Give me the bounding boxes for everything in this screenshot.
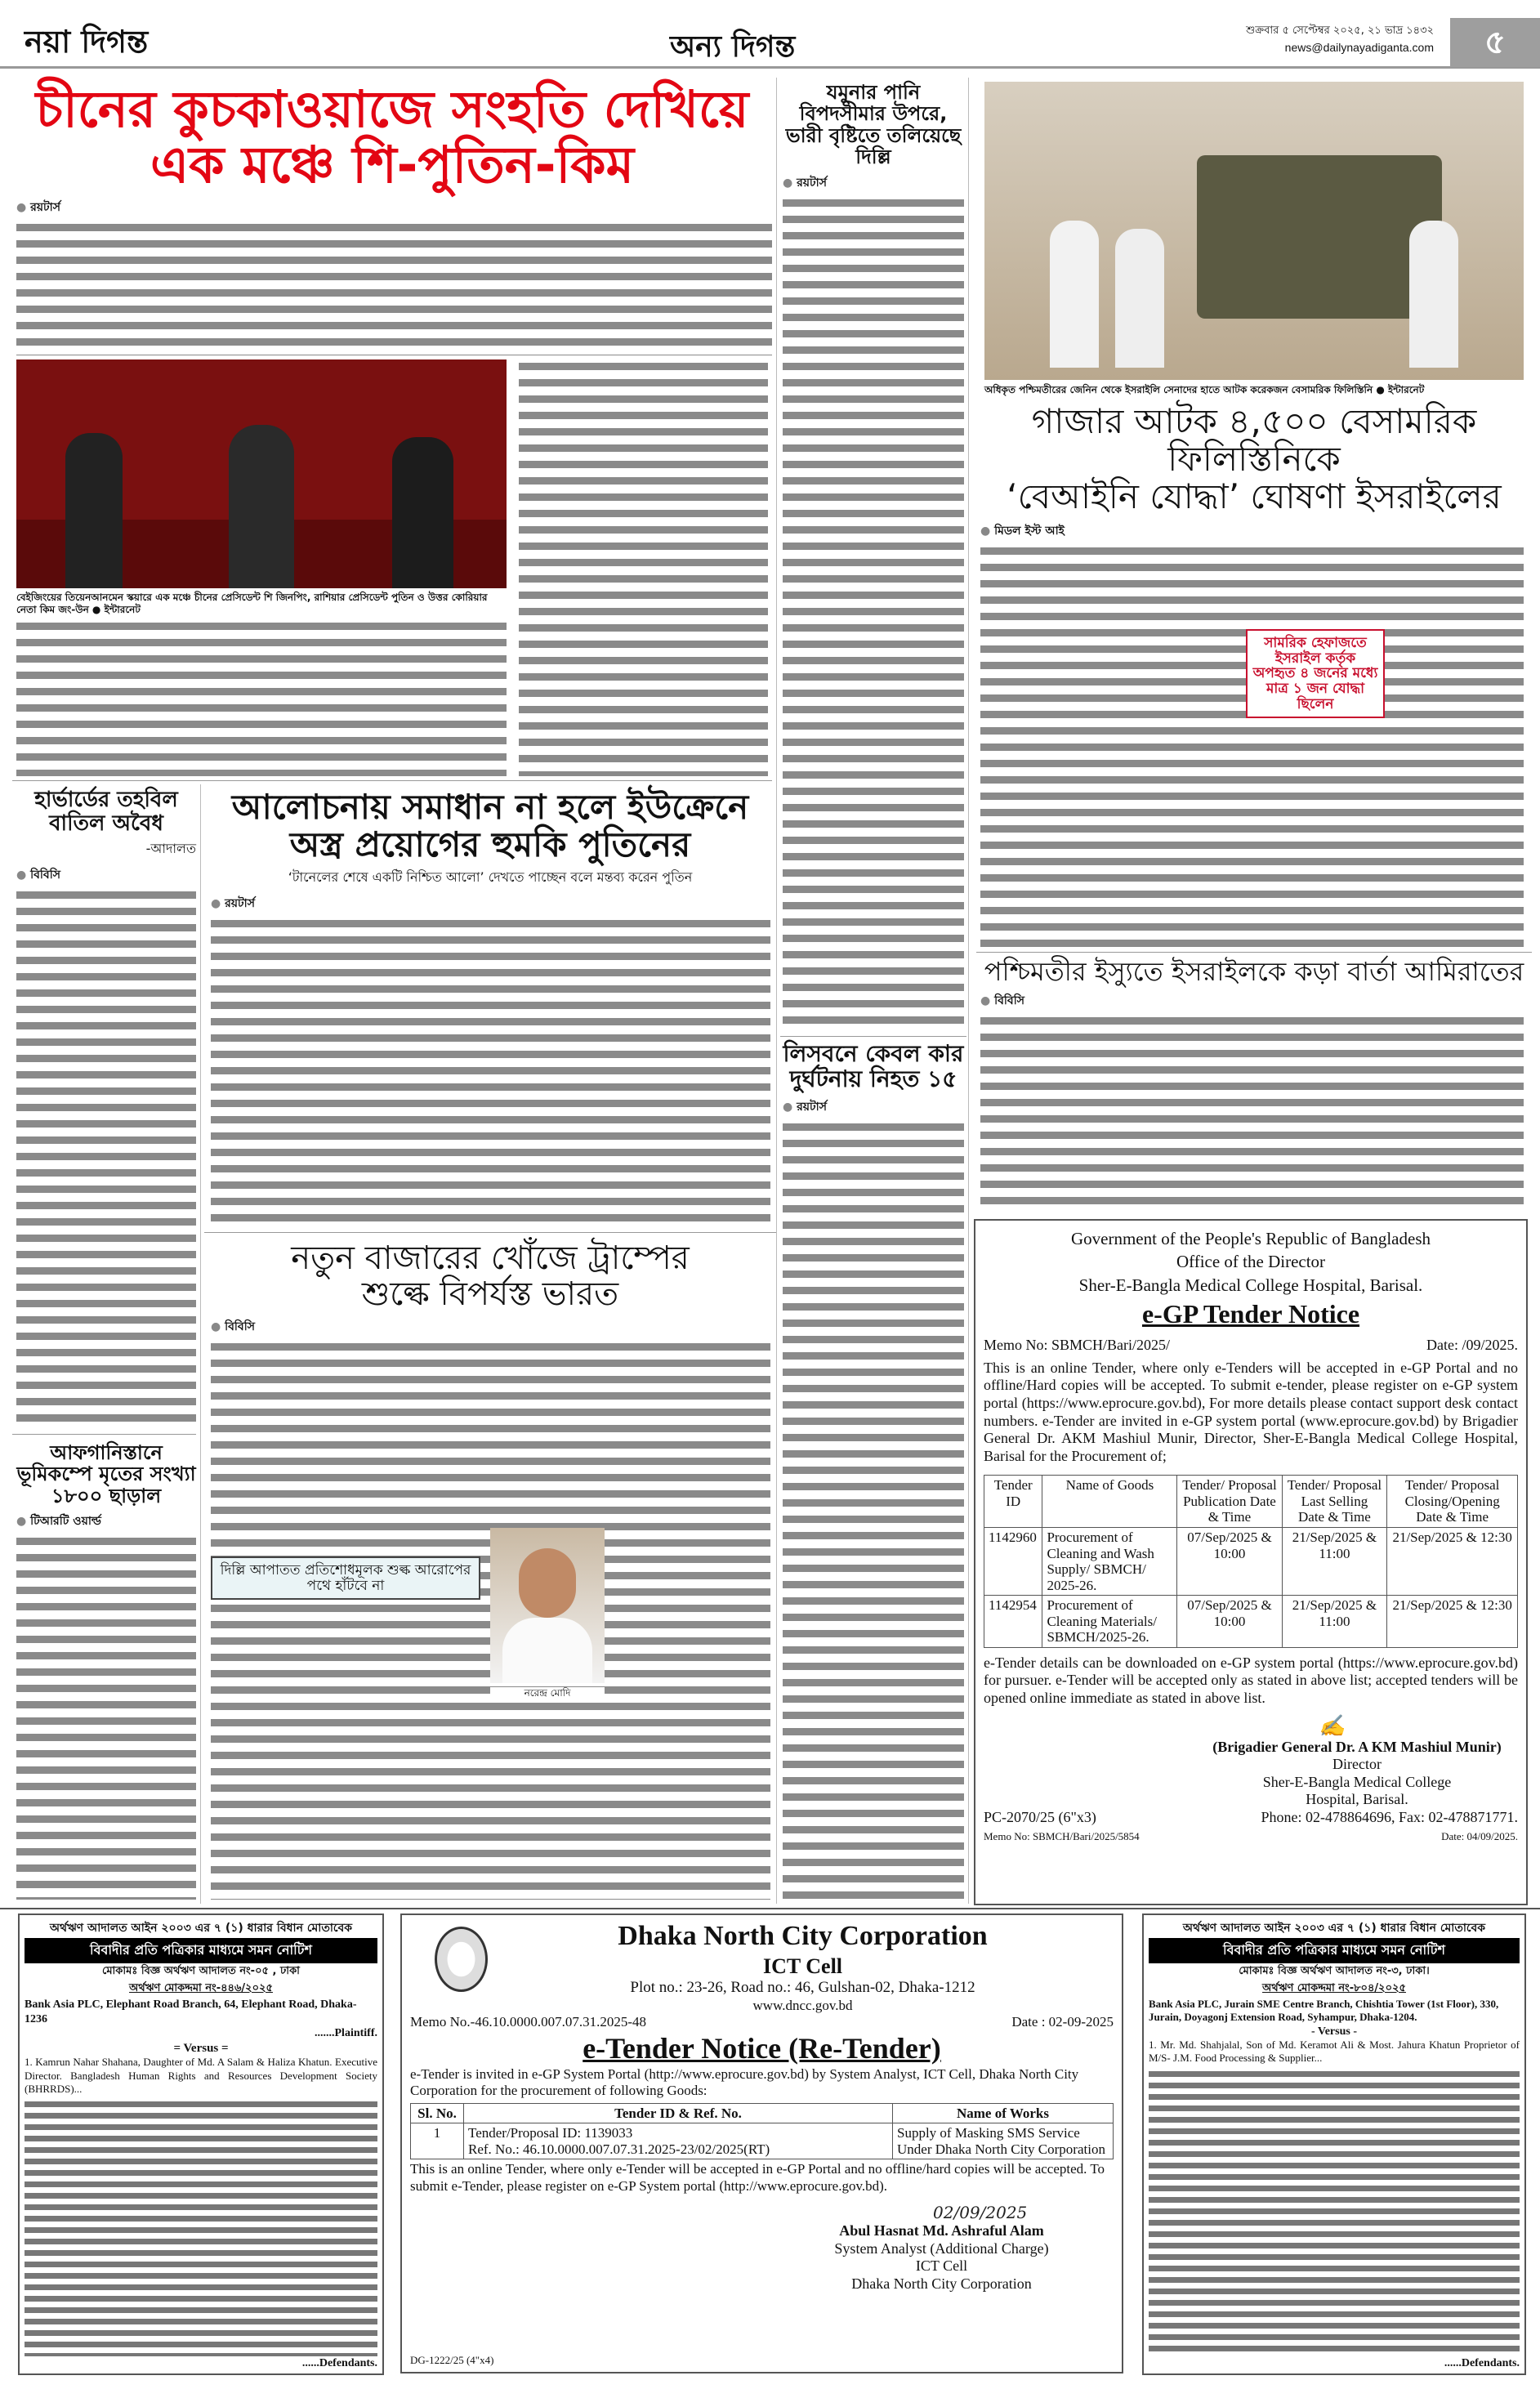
cell: 21/Sep/2025 & 12:30 <box>1387 1528 1518 1596</box>
notice-defendant: 1. Mr. Md. Shahjalal, Son of Md. Keramot Ali & Most. Jahura Khatun Proprietor of M/S- J.M. Food Processing & Supplier... <box>1149 2039 1520 2065</box>
trump-headline[interactable] <box>204 1240 776 1312</box>
dncc-memo: Memo No.-46.10.0000.007.07.31.2025-48 <box>410 2014 646 2030</box>
gaza-photo <box>984 82 1524 380</box>
col-sl: Sl. No. <box>411 2103 464 2123</box>
dncc-org: Dhaka North City Corporation <box>618 1921 988 1951</box>
notice-body-text <box>1149 2069 1520 2356</box>
notice-defendant: 1. Kamrun Nahar Shahana, Daughter of Md. A Salam & Haliza Khatun. Executive Director. Bangladesh Human Rights and Resources Development Society (BHRRDS)... <box>25 2056 377 2095</box>
dncc-intro: e-Tender is invited in e-GP System Portal (http://www.eprocure.gov.bd) by System Analyst, ICT Cell, Dhaka North City Corporation for the procurement of following Goods: <box>410 2065 1079 2099</box>
col-tender-ref: Tender ID & Ref. No. <box>464 2103 893 2123</box>
dncc-website[interactable]: www.dncc.gov.bd <box>752 1997 853 2013</box>
sbmch-date: Date: /09/2025. <box>1426 1337 1518 1354</box>
ukraine-headline-line1: আলোচনায় সমাধান না হলে ইউক্রেনে <box>231 787 749 827</box>
sbmch-org: Sher-E-Bangla Medical College Hospital, Barisal. <box>1078 1275 1423 1295</box>
sbmch-signer-org1: Sher-E-Bangla Medical College <box>1262 1773 1452 1790</box>
harvard-story <box>16 788 196 1426</box>
notice-case: অর্থঋণ মোকদ্দমা নং-৪৪৬/২০২৫ <box>129 1982 273 1994</box>
cell: Procurement of Cleaning and Wash Supply/ SBMCH/ 2025-26. <box>1042 1528 1177 1596</box>
afghan-story <box>16 1442 196 1900</box>
westbank-headline[interactable]: পশ্চিমতীর ইস্যুতে ইসরাইলকে কড়া বার্তা আমিরাতের <box>984 956 1524 987</box>
notice-plaintiff-tag: .......Plaintiff. <box>315 2027 377 2039</box>
table-row <box>411 2123 1114 2159</box>
cell: 1142960 <box>984 1528 1042 1596</box>
notice-defendants-tag: ......Defendants. <box>1444 2356 1520 2369</box>
westbank-byline: ● বিবিসি <box>980 991 1532 1011</box>
lead-headline-line1: চীনের কুচকাওয়াজে সংহতি দেখিয়ে <box>35 79 749 139</box>
yamuna-story <box>783 82 964 1029</box>
sbmch-office: Office of the Director <box>1176 1252 1326 1272</box>
masthead <box>0 0 1540 69</box>
ukraine-body-text <box>211 917 770 1228</box>
afghan-byline: ● টিআরটি ওয়ার্ল্ড <box>16 1512 196 1531</box>
harvard-source: -আদালত <box>145 841 196 857</box>
notice-defendants-tag: ......Defendants. <box>301 2356 377 2369</box>
yamuna-body-text <box>783 196 964 1029</box>
notice-plaintiff: Bank Asia PLC, Elephant Road Branch, 64, Elephant Road, Dhaka- 1236 <box>25 1998 357 2025</box>
col-last-selling: Tender/ Proposal Last Selling Date & Time <box>1282 1476 1387 1528</box>
dncc-code: DG-1222/25 (4"x4) <box>410 2354 494 2367</box>
issue-date: শুক্রবার ৫ সেপ্টেম্বর ২০২৫, ২১ ভাদ্র ১৪৩২ <box>1246 25 1434 37</box>
lisbon-byline: ● রয়টার্স <box>783 1097 964 1117</box>
lead-photo-caption: বেইজিংয়ের তিয়েনআনমেন স্কয়ারে এক মঞ্চে চীনের প্রেসিডেন্ট শি জিনপিং, রাশিয়ার প্রেসিডেন্ট পুতিন ও উত্তর কোরিয়ার নেতা কিম জং-উন ● ইন্টারনেট <box>16 592 488 615</box>
lead-headline[interactable] <box>12 79 772 195</box>
trump-byline: ● বিবিসি <box>211 1317 776 1337</box>
gaza-headline[interactable] <box>976 403 1532 516</box>
sbmch-signer-org2: Hospital, Barisal. <box>1306 1791 1408 1808</box>
lisbon-body-text <box>783 1120 964 1900</box>
col-publication: Tender/ Proposal Publication Date & Time <box>1177 1476 1282 1528</box>
newspaper-logo: নয়া দিগন্ত <box>25 24 149 60</box>
cell: 21/Sep/2025 & 11:00 <box>1282 1528 1387 1596</box>
notice-versus: = Versus = <box>173 2041 229 2055</box>
ukraine-headline-line2: অস্ত্র প্রয়োগের হুমকি পুতিনের <box>289 824 691 865</box>
modi-photo-caption: নরেন্দ্র মোদি <box>490 1687 605 1699</box>
gaza-headline-line1: গাজার আটক ৪,৫০০ বেসামরিক ফিলিস্তিনিকে <box>1031 401 1477 480</box>
sbmch-intro: This is an online Tender, where only e-Tenders will be accepted in e-GP Portal and no offline/Hard copies will be accepted. To submit e-tender, please register on e-GP system portal (https://www.eprocure.gov.bd), For more details please contact support desk contact numbers. e-Tender are invited in e-GP system portal (www.eprocure.gov.bd) by Brigadier General Dr. AKM Mashiul Munir, Director, Sher-E-Bangla Medical College Hospital, Barisal for the Procurement of; <box>984 1359 1518 1464</box>
cell: 1 <box>411 2123 464 2159</box>
notice-court: মোকামঃ বিজ্ঞ অর্থঋণ আদালত নং-০৫ , ঢাকা <box>102 1965 300 1977</box>
trump-headline-line2: শুল্কে বিপর্যস্ত ভারত <box>361 1275 619 1313</box>
dncc-signer: Abul Hasnat Md. Ashraful Alam <box>839 2222 1044 2239</box>
sbmch-title: e-GP Tender Notice <box>1141 1299 1360 1329</box>
westbank-story <box>976 958 1532 1207</box>
notice-body-text <box>25 2099 377 2356</box>
lead-headline-line2: এক মঞ্চে শি-পুতিন-কিম <box>150 135 634 195</box>
table-header-row <box>411 2103 1114 2123</box>
court-notice-left <box>18 1913 384 2375</box>
modi-photo <box>490 1528 605 1683</box>
court-notice-right <box>1142 1913 1526 2375</box>
lead-story <box>12 79 772 355</box>
ukraine-subhead: ‘টানেলের শেষে একটি নিশ্চিত আলো’ দেখতে পাচ্ছেন বলে মন্তব্য করেন পুতিন <box>288 869 693 886</box>
sbmch-memo: Memo No: SBMCH/Bari/2025/ <box>984 1337 1171 1354</box>
dncc-signer-cell: ICT Cell <box>915 2257 968 2275</box>
notice-title: বিবাদীর প্রতি পত্রিকার মাধ্যমে সমন নোটিশ <box>1149 1938 1520 1963</box>
lead-body-text <box>16 221 772 355</box>
lead-lower <box>16 592 507 776</box>
gaza-body-text <box>980 544 1524 948</box>
dncc-note: This is an online Tender, where only e-Tender will be accepted in e-GP Portal and no offline/hard copies will be accepted. To submit e-Tender, please register on e-GP System portal (http://www.eprocure.gov.bd). <box>410 2161 1105 2194</box>
gaza-headline-line2: ‘বেআইনি যোদ্ধা’ ঘোষণা ইসরাইলের <box>1007 476 1502 517</box>
notice-plaintiff: Bank Asia PLC, Jurain SME Centre Branch, Chishtia Tower (1st Floor), 330, Jurain, Doyagonj Extension Road, Syhampur, Dhaka-1204. <box>1149 1998 1499 2024</box>
yamuna-headline[interactable]: যমুনার পানি বিপদসীমার উপরে, ভারী বৃষ্টিতে তলিয়েছে দিল্লি <box>785 81 962 169</box>
harvard-body-text <box>16 888 196 1426</box>
col-works: Name of Works <box>893 2103 1114 2123</box>
trump-headline-line1: নতুন বাজারের খোঁজে ট্রাম্পের <box>291 1239 690 1277</box>
gaza-pull-quote: সামরিক হেফাজতে ইসরাইল কর্তৃক অপহৃত ৪ জনের মধ্যে মাত্র ১ জন যোদ্ধা ছিলেন <box>1246 629 1385 718</box>
sbmch-tender-table <box>984 1475 1518 1647</box>
lead-body-text-lower <box>16 619 507 776</box>
lead-body-text-right <box>519 359 768 776</box>
yamuna-byline: ● রয়টার্স <box>783 173 964 193</box>
section-title: অন্য দিগন্ত <box>670 30 796 64</box>
table-row <box>984 1528 1518 1596</box>
signature-icon: ✍ <box>1319 1713 1346 1739</box>
notice-law: অর্থঋণ আদালত আইন ২০০৩ এর ৭ (১) ধারার বিধান মোতাবেক <box>1182 1922 1486 1935</box>
lisbon-story <box>783 1042 964 1900</box>
lead-photo-leaders <box>16 359 507 588</box>
lead-byline: ● রয়টার্স <box>16 198 772 217</box>
cell: Procurement of Cleaning Materials/ SBMCH/2025-26. <box>1042 1596 1177 1648</box>
sbmch-signer: (Brigadier General Dr. A KM Mashiul Munir) <box>1212 1738 1502 1755</box>
sbmch-gov: Government of the People's Republic of Bangladesh <box>1070 1229 1431 1248</box>
tender-id: Tender/Proposal ID: 1139033 <box>468 2125 633 2141</box>
sbmch-phone: Phone: 02-478864696, Fax: 02-478871771. <box>1261 1809 1518 1825</box>
sbmch-signer-title: Director <box>1332 1756 1382 1773</box>
afghan-body-text <box>16 1534 196 1900</box>
page-number-tab: ৫ <box>1450 18 1540 67</box>
dncc-tender-notice <box>400 1913 1123 2373</box>
lisbon-headline[interactable]: লিসবনে কেবল কার দুর্ঘটনায় নিহত ১৫ <box>783 1040 964 1092</box>
ref-no: Ref. No.: 46.10.0000.007.07.31.2025-23/02/2025(RT) <box>468 2141 770 2157</box>
cell: 07/Sep/2025 & 10:00 <box>1177 1596 1282 1648</box>
cell: 21/Sep/2025 & 11:00 <box>1282 1596 1387 1648</box>
sbmch-date-bottom: Date: 04/09/2025. <box>1441 1829 1518 1842</box>
dncc-signature: 02/09/2025 <box>933 2202 1028 2222</box>
sbmch-code: PC-2070/25 (6"x3) <box>984 1809 1096 1825</box>
cell: Supply of Masking SMS Service Under Dhaka North City Corporation <box>893 2123 1114 2159</box>
cell <box>464 2123 893 2159</box>
notice-case: অর্থঋণ মোকদ্দমা নং-৮০৪/২০২৫ <box>1262 1982 1406 1994</box>
dncc-seal-icon <box>435 1927 488 1992</box>
dncc-cell: ICT Cell <box>762 1954 843 1978</box>
harvard-byline: ● বিবিসি <box>16 865 196 885</box>
notice-title: বিবাদীর প্রতি পত্রিকার মাধ্যমে সমন নোটিশ <box>25 1938 377 1963</box>
sbmch-tender-notice <box>974 1219 1528 1905</box>
dncc-signer-title: System Analyst (Additional Charge) <box>834 2239 1049 2257</box>
ukraine-byline: ● রয়টার্স <box>211 894 776 913</box>
dncc-tender-table <box>410 2103 1114 2160</box>
col-closing: Tender/ Proposal Closing/Opening Date & Time <box>1387 1476 1518 1528</box>
westbank-body-text <box>980 1014 1524 1207</box>
ukraine-story <box>204 788 776 1228</box>
dncc-date: Date : 02-09-2025 <box>1011 2014 1114 2030</box>
dncc-signer-org: Dhaka North City Corporation <box>851 2275 1032 2292</box>
notice-versus: - Versus - <box>1310 2025 1357 2038</box>
notice-court: মোকামঃ বিজ্ঞ অর্থঋণ আদালত নং-৩, ঢাকা। <box>1239 1965 1430 1977</box>
sbmch-footer-text: e-Tender details can be downloaded on e-GP system portal (https://www.eprocure.gov.bd) for pursuer. e-Tender will be accepted only as stated in above list; accepted tenders will be opened online immediate as stated in above list. <box>984 1654 1518 1707</box>
cell: 1142954 <box>984 1596 1042 1648</box>
table-row <box>984 1596 1518 1648</box>
notice-law: অর্থঋণ আদালত আইন ২০০৩ এর ৭ (১) ধারার বিধান মোতাবেক <box>49 1922 353 1935</box>
table-header-row <box>984 1476 1518 1528</box>
gaza-photo-caption: অধিকৃত পশ্চিমতীরের জেনিন থেকে ইসরাইলি সেনাদের হাতে আটক করেকজন বেসামরিক ফিলিস্তিনি ● ইন্টারনেট <box>984 384 1425 395</box>
contact-email[interactable]: news@dailynayadiganta.com <box>1284 41 1434 54</box>
harvard-headline[interactable]: হার্ভার্ডের তহবিল বাতিল অবৈধ <box>34 788 178 836</box>
col-goods: Name of Goods <box>1042 1476 1177 1528</box>
trump-pull-box: দিল্লি আপাতত প্রতিশোধমূলক শুল্ক আরোপের পথে হাঁটবে না <box>211 1556 480 1600</box>
gaza-byline: ● মিডল ইস্ট আই <box>980 521 1532 541</box>
sbmch-memo-bottom: Memo No: SBMCH/Bari/2025/5854 <box>984 1829 1140 1842</box>
cell: 21/Sep/2025 & 12:30 <box>1387 1596 1518 1648</box>
ukraine-headline[interactable] <box>204 788 776 864</box>
afghan-headline[interactable]: আফগানিস্তানে ভূমিকম্পে মৃতের সংখ্যা ১৮০০ ছাড়াল <box>16 1441 196 1507</box>
dncc-title: e-Tender Notice (Re-Tender) <box>583 2031 941 2065</box>
col-tender-id: Tender ID <box>984 1476 1042 1528</box>
dncc-address: Plot no.: 23-26, Road no.: 46, Gulshan-02, Dhaka-1212 <box>630 1978 975 1996</box>
cell: 07/Sep/2025 & 10:00 <box>1177 1528 1282 1596</box>
